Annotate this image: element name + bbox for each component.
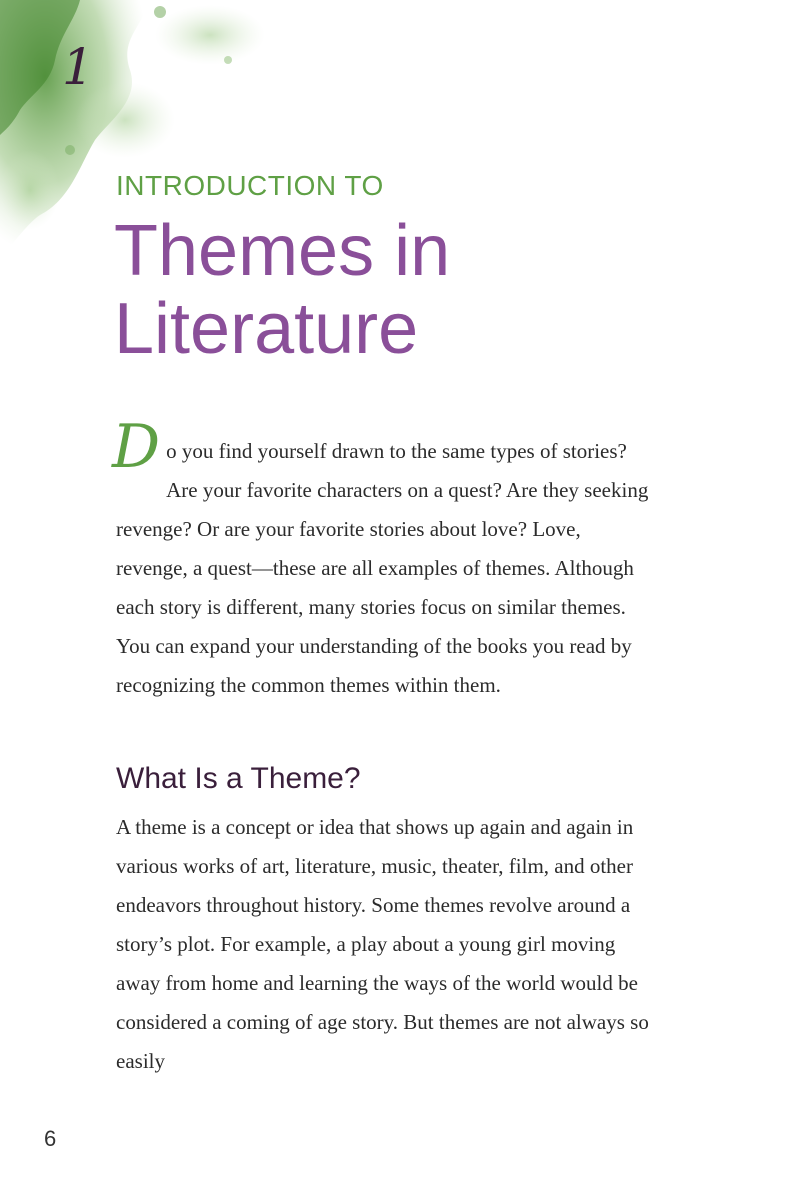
chapter-kicker: INTRODUCTION TO (116, 170, 384, 201)
page-number: 6 (44, 1126, 57, 1151)
intro-paragraph (112, 412, 656, 697)
drop-cap: D (112, 412, 161, 482)
section-heading: What Is a Theme? (116, 762, 361, 795)
chapter-title (114, 212, 450, 368)
section-paragraph: A theme is a concept or idea that shows up again and again in various works of art, literature, music, theater, film, and other endeavors throughout history. Some themes revolve around a story’s plot. For example, a play about a young girl moving away from home and learning the ways of the world would be considered a coming of age story. But themes are not always so easily (116, 815, 649, 1073)
chapter-title-line-1: Themes in (114, 211, 451, 291)
chapter-title-line-2: Literature (114, 289, 419, 369)
intro-text: o you find yourself drawn to the same types of stories? Are your favorite characters on a quest? Are they seeking revenge? Or are your favorite stories about love? Love, revenge, a quest—these are all examples of themes. Although each story is different, many stories focus on similar themes. You can expand your understanding of the books you read by recognizing the common themes within them. (116, 439, 649, 697)
chapter-number: 1 (62, 38, 94, 96)
